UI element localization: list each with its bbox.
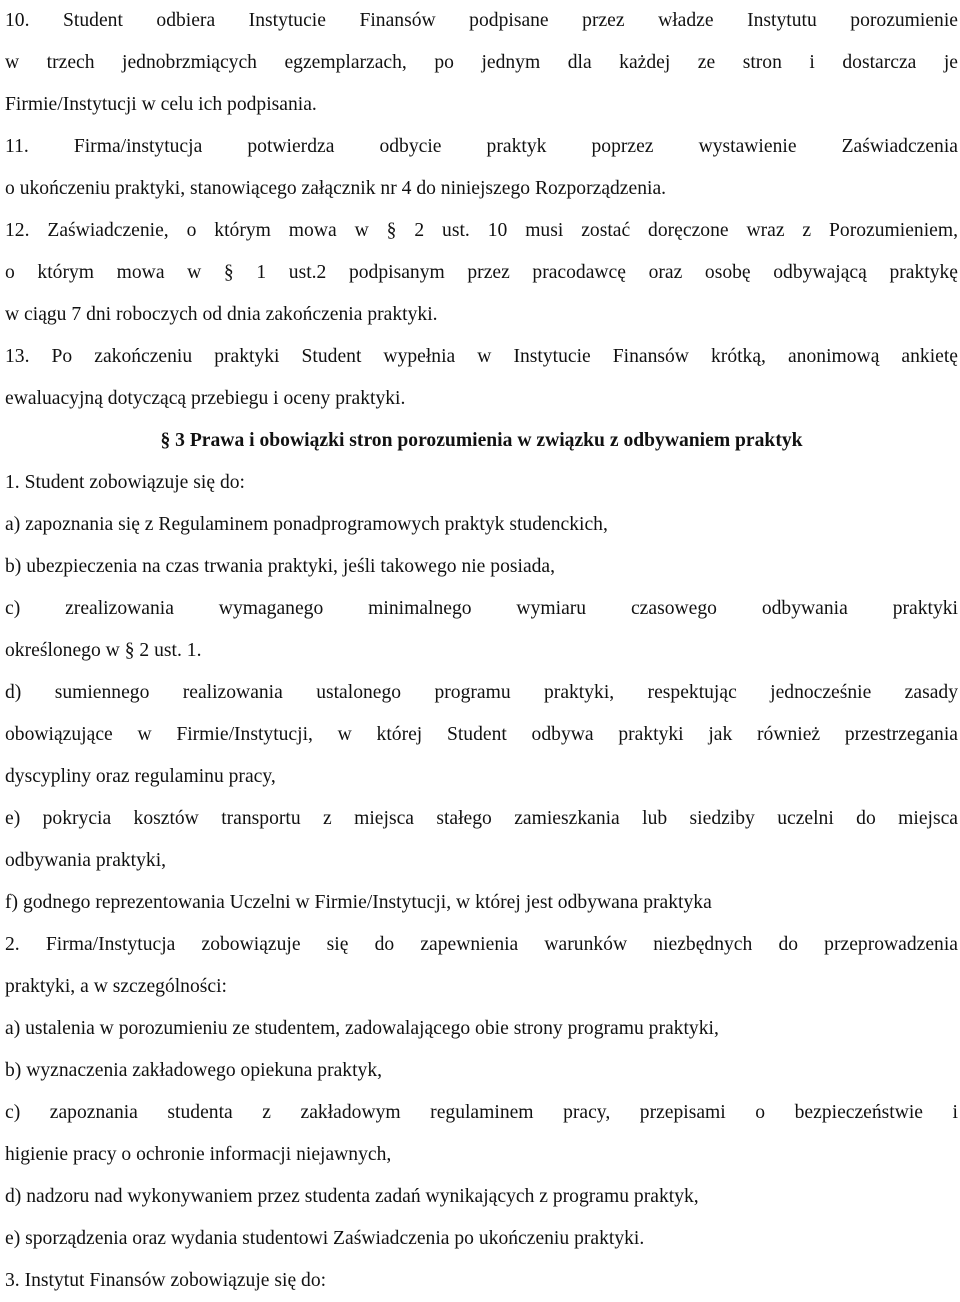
paragraph-10-line-2: w trzech jednobrzmiących egzemplarzach, po jednym dla każdej ze stron i dostarcza je <box>5 52 958 73</box>
paragraph-10-line-1: 10. Student odbiera Instytucie Finansów podpisane przez władze Instytutu porozumienie <box>5 10 958 31</box>
document-page <box>5 0 958 1302</box>
student-obligation-a: a) zapoznania się z Regulaminem ponadprogramowych praktyk studenckich, <box>5 514 608 535</box>
section-3-heading: § 3 Prawa i obowiązki stron porozumienia w związku z odbywaniem praktyk <box>160 430 803 451</box>
student-obligation-e-line-2: odbywania praktyki, <box>5 850 167 871</box>
student-obligation-f: f) godnego reprezentowania Uczelni w Firmie/Instytucji, w której jest odbywana praktyka <box>5 892 712 913</box>
company-obligations-intro-line-1: 2. Firma/Instytucja zobowiązuje się do zapewnienia warunków niezbędnych do przeprowadzenia <box>5 934 958 955</box>
paragraph-12-line-3: w ciągu 7 dni roboczych od dnia zakończenia praktyki. <box>5 304 438 325</box>
paragraph-12-line-1: 12. Zaświadczenie, o którym mowa w § 2 ust. 10 musi zostać doręczone wraz z Porozumieniem, <box>5 220 958 241</box>
paragraph-12-line-2: o którym mowa w § 1 ust.2 podpisanym przez pracodawcę oraz osobę odbywającą praktykę <box>5 262 958 283</box>
student-obligation-d-line-2: obowiązujące w Firmie/Instytucji, w której Student odbywa praktyki jak również przestrzegania <box>5 724 958 745</box>
student-obligations-intro: 1. Student zobowiązuje się do: <box>5 472 245 493</box>
company-obligation-b: b) wyznaczenia zakładowego opiekuna praktyk, <box>5 1060 383 1081</box>
company-obligation-a: a) ustalenia w porozumieniu ze studentem, zadowalającego obie strony programu praktyki, <box>5 1018 719 1039</box>
student-obligation-e-line-1: e) pokrycia kosztów transportu z miejsca stałego zamieszkania lub siedziby uczelni do miejsca <box>5 808 958 829</box>
paragraph-13-line-1: 13. Po zakończeniu praktyki Student wypełnia w Instytucie Finansów krótką, anonimową ankietę <box>5 346 958 367</box>
student-obligation-c-line-1: c) zrealizowania wymaganego minimalnego wymiaru czasowego odbywania praktyki <box>5 598 958 619</box>
student-obligation-b: b) ubezpieczenia na czas trwania praktyki, jeśli takowego nie posiada, <box>5 556 556 577</box>
institute-obligations-intro: 3. Instytut Finansów zobowiązuje się do: <box>5 1270 327 1291</box>
company-obligation-c-line-2: higienie pracy o ochronie informacji niejawnych, <box>5 1144 392 1165</box>
student-obligation-d-line-1: d) sumiennego realizowania ustalonego programu praktyki, respektując jednocześnie zasady <box>5 682 958 703</box>
company-obligation-c-line-1: c) zapoznania studenta z zakładowym regulaminem pracy, przepisami o bezpieczeństwie i <box>5 1102 958 1123</box>
company-obligation-e: e) sporządzenia oraz wydania studentowi Zaświadczenia po ukończeniu praktyki. <box>5 1228 645 1249</box>
paragraph-11-line-2: o ukończeniu praktyki, stanowiącego załącznik nr 4 do niniejszego Rozporządzenia. <box>5 178 667 199</box>
paragraph-10-line-3: Firmie/Instytucji w celu ich podpisania. <box>5 94 317 115</box>
student-obligation-c-line-2: określonego w § 2 ust. 1. <box>5 640 202 661</box>
student-obligation-d-line-3: dyscypliny oraz regulaminu pracy, <box>5 766 276 787</box>
company-obligations-intro-line-2: praktyki, a w szczególności: <box>5 976 227 997</box>
company-obligation-d: d) nadzoru nad wykonywaniem przez studenta zadań wynikających z programu praktyk, <box>5 1186 699 1207</box>
paragraph-11-line-1: 11. Firma/instytucja potwierdza odbycie praktyk poprzez wystawienie Zaświadczenia <box>5 136 958 157</box>
paragraph-13-line-2: ewaluacyjną dotyczącą przebiegu i oceny praktyki. <box>5 388 406 409</box>
